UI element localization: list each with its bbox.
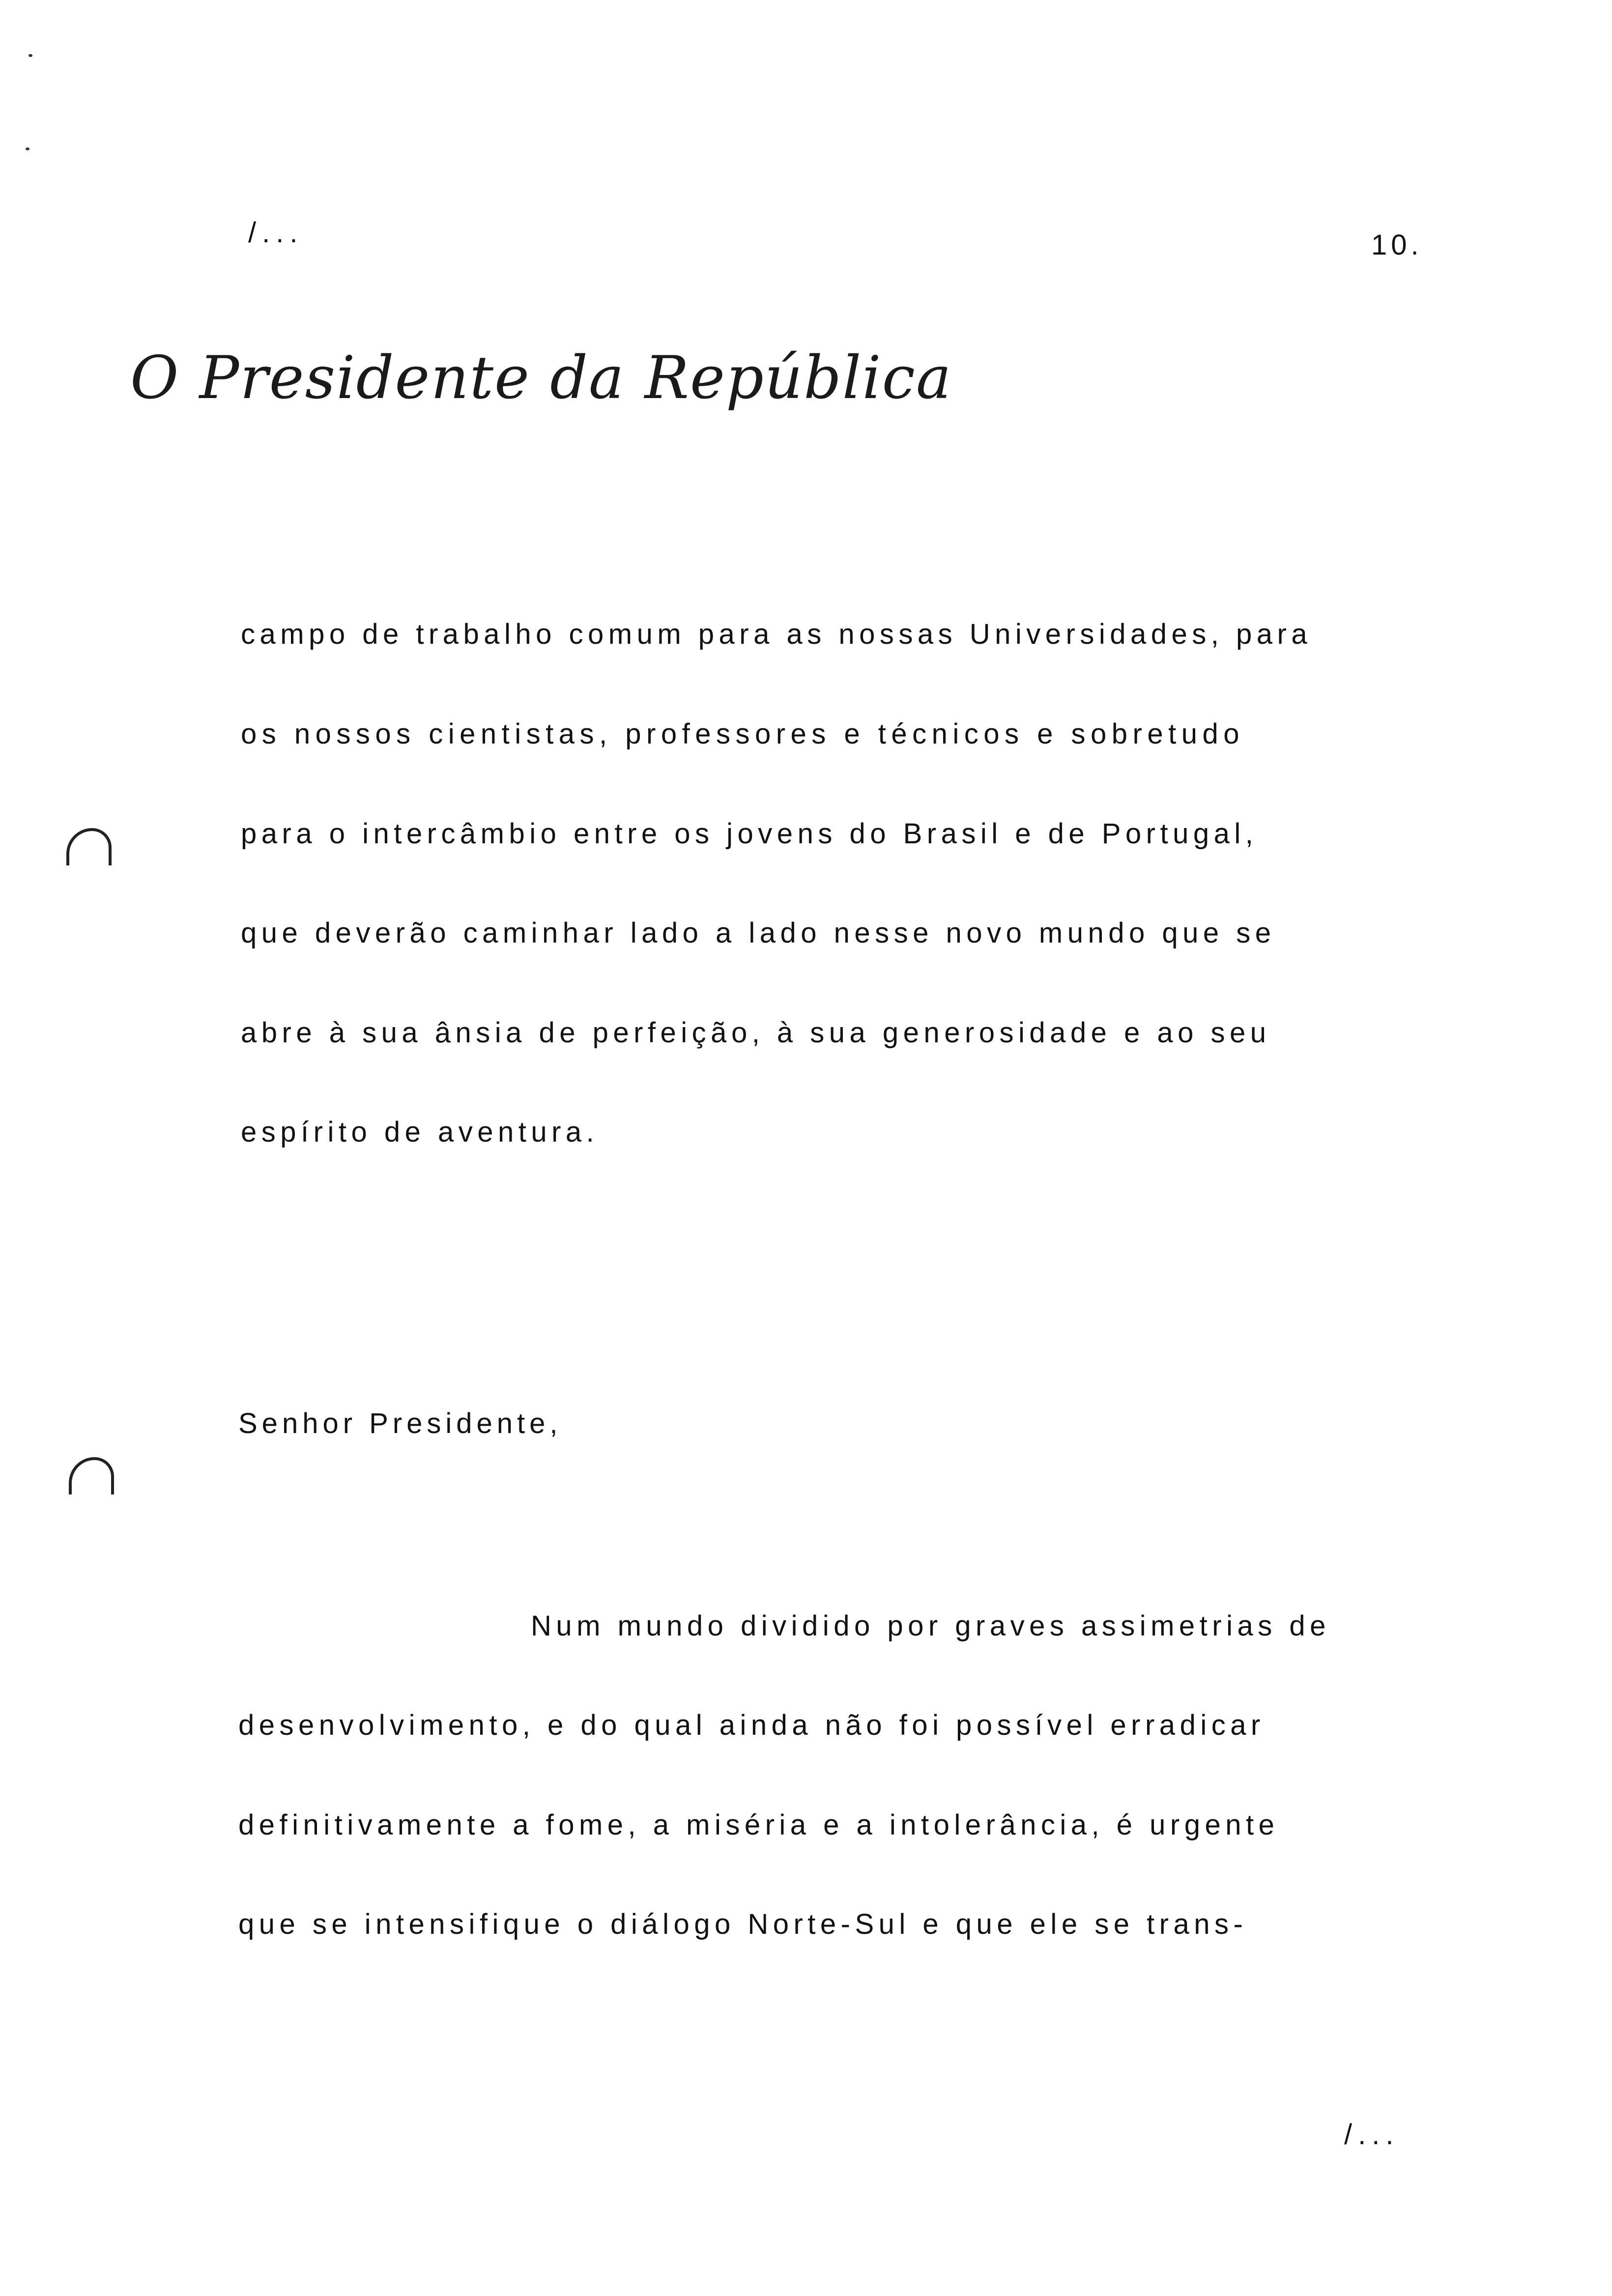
paragraph-line: campo de trabalho comum para as nossas Universidades, para — [241, 618, 1312, 650]
paragraph-line: que deverão caminhar lado a lado nesse novo mundo que se — [241, 917, 1276, 949]
paragraph-line: espírito de aventura. — [241, 1116, 599, 1148]
hole-punch-mark — [66, 828, 112, 865]
paragraph-line: os nossos cientistas, professores e técnicos e sobretudo — [241, 718, 1244, 750]
continuation-mark-bottom: /... — [1344, 2119, 1400, 2151]
paragraph-line: definitivamente a fome, a miséria e a intolerância, é urgente — [238, 1809, 1279, 1841]
letterhead: O Presidente da República — [130, 344, 952, 412]
page-number: 10. — [1371, 229, 1423, 261]
paragraph-line: Num mundo dividido por graves assimetrias de — [531, 1610, 1330, 1642]
continuation-mark-top: /... — [248, 217, 304, 249]
paragraph-line: que se intensifique o diálogo Norte-Sul e que ele se trans- — [238, 1908, 1248, 1940]
salutation: Senhor Presidente, — [238, 1407, 562, 1439]
paragraph-line: abre à sua ânsia de perfeição, à sua generosidade e ao seu — [241, 1017, 1271, 1049]
paragraph-line: para o intercâmbio entre os jovens do Brasil e de Portugal, — [241, 818, 1258, 850]
margin-dot — [29, 54, 32, 57]
margin-dot — [26, 147, 29, 150]
paragraph-line: desenvolvimento, e do qual ainda não foi possível erradicar — [238, 1709, 1265, 1741]
hole-punch-mark — [69, 1457, 114, 1494]
